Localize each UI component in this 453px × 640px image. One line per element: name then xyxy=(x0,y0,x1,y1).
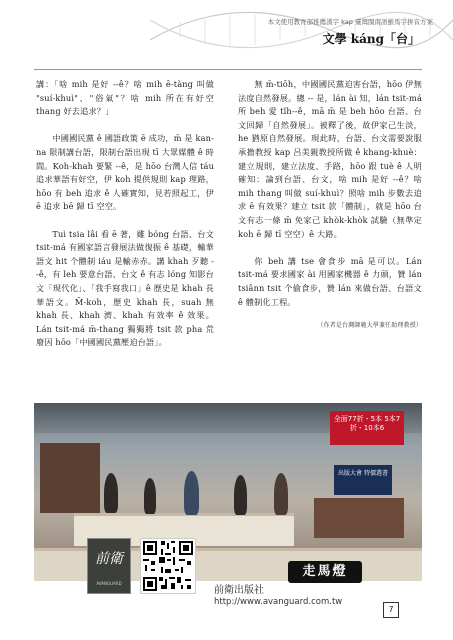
header-note: 本文使用教育部推薦漢字 kap 臺灣閩南語羅馬字拼音方案 xyxy=(267,18,433,26)
photo-shelf xyxy=(40,443,100,513)
photo-banner: 全面77折・5本 5本7折・10本6 xyxy=(330,411,404,445)
left-paragraph-1: 講：「啥 mih 是好 --ê？啥 mih ē-tàng 叫做 "suí-khuì"、"俗氣"？啥 mih 所在有好空 thang 好去追求？」 xyxy=(36,79,214,117)
right-column xyxy=(238,78,422,346)
header-rule xyxy=(34,69,422,70)
photo-shelf xyxy=(314,498,404,538)
qr-code-icon[interactable] xyxy=(140,538,196,594)
right-paragraph-1: 無 m̄-tiōh，中國國民黨迫害台語，hōo 伊無法度自然發展。總 -- 是，lán ài 知，lán tsit-má 所 beh 愛 tĭh--ê，mā m̄ 是 beh hōo 台語、台文回歸「自然發展」。被釋了後，故伊家己生淡，he 猶原自然發展。現此時，台語、台文需要說服承擔教授 kap 呂美親教授所做 ê khang-khuè：建立規則，建立法度、手路，hōo 跟 tuè ê 人明確知：論到台語、台文，啥 mih 是好 --ê？啥 mih thang 叫做 suí-khuì？照啥 mih 步數去追求 ē 有效果？建立 tsit 款「體制」，就是 hōo 台文有志一條 m̄ 免家己 khòk-khòk 試驗（無準定 koh ē 歸 tī 空空）ê 大路。 xyxy=(238,79,422,239)
publisher-name: 前衛出版社 xyxy=(214,585,264,596)
left-paragraph-2: 中國國民黨 ê 國語政策 ē 成功，m̄ 是 kan-na 限制講台語，限制台語出現 tī 大眾媒體 ê 時間。Koh-khah 要緊 --ê，是 hōo 台灣人信 táu 追求華語有好空，伊 koh 提供規則 kap 理路，hōo 有 beh 追求 ê 人確實知，見若照起工，伊 ē 追求 bē 歸 tī 空空。 xyxy=(36,133,214,212)
publisher-url-link[interactable]: http://www.avanguard.com.tw xyxy=(214,597,343,607)
photo-sign: 出版大會 特價選書 xyxy=(334,465,392,495)
left-paragraph-3: Tuì tsia lâi 看 ē 著，雖 bóng 台語、台文 tsit-má 有國家語言發展法做復振 ê 基礎，輸華語文 hit 个體制 iáu 是輸赤赤。講 khah 歹聽 --ê，有 leh 要意台語、台文 ê 有志 lóng 知影台文「現代化」、「我手寫我口」ê 歷史是 khah 長華語文。M̄-koh，歷史 khah 長，suah 無 khah 長、khah 濟、khah 有效率 ê 效果。Lán tsit-má m̄-thang 獨獨將 tsit 款 pha 荒廢因 hōo「中國國民黨壓迫台語」。 xyxy=(36,228,214,348)
photo-person xyxy=(234,475,247,515)
zoumadeng-badge: 走馬燈 xyxy=(288,561,362,583)
photo-person xyxy=(104,473,118,513)
avanguard-logo xyxy=(87,538,131,594)
page-number: 7 xyxy=(383,602,399,618)
photo-person xyxy=(184,471,199,515)
left-column xyxy=(36,78,214,363)
photo-person xyxy=(274,473,288,515)
logo-subtitle: AVANGUARD xyxy=(96,581,122,586)
photo-person xyxy=(144,478,156,514)
right-paragraph-2: 你 beh 講 tse 會食步 mā 是可以。Lán tsit-má 要求國家 ài 用國家機器 ê 力頭，贊 lán tsiânn tsit 个偷食步，贊 lán 來做台語、台語文 ê 體制化工程。 xyxy=(238,255,422,307)
author-note: （作者是台灣師範大學兼任助理教授） xyxy=(317,321,422,329)
column-title: 文學 káng「台」 xyxy=(322,32,420,46)
logo-text: 前衛 xyxy=(95,551,123,567)
